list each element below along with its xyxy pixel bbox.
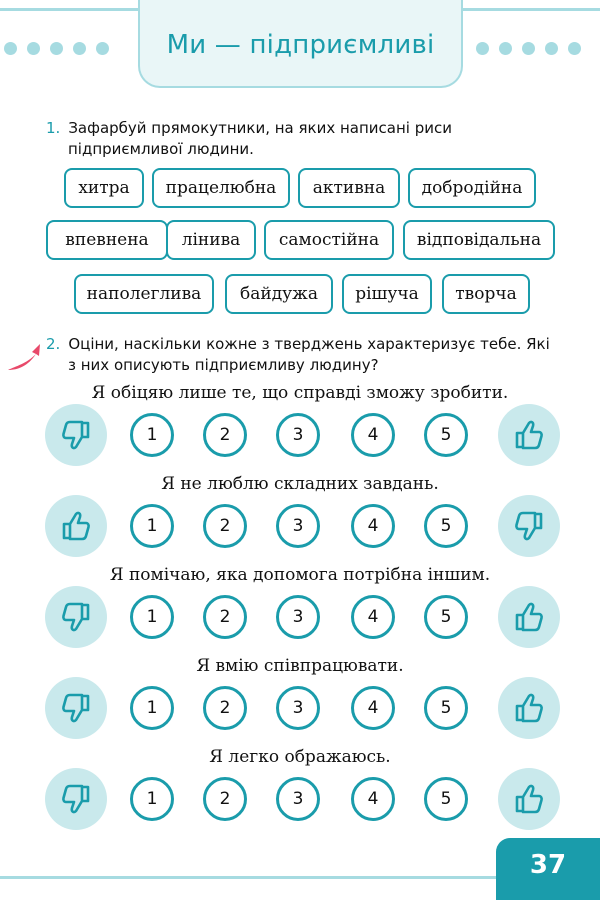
word-box[interactable]: працелюбна (152, 168, 290, 208)
rating-option[interactable]: 4 (351, 777, 395, 821)
rating-option[interactable]: 3 (276, 686, 320, 730)
rating-option[interactable]: 3 (276, 777, 320, 821)
statement-text: Я не люблю складних завдань. (161, 474, 439, 494)
word-box[interactable]: добродійна (408, 168, 536, 208)
header-rule-left (0, 8, 140, 11)
rating-option[interactable]: 4 (351, 686, 395, 730)
task-1-text-line1: Зафарбуй прямокутники, на яких написані риси (68, 119, 452, 137)
word-box[interactable]: байдужа (225, 274, 333, 314)
thumbs-up-icon (498, 768, 560, 830)
rating-option[interactable]: 2 (203, 413, 247, 457)
header-rule-right (462, 8, 600, 11)
rating-option[interactable]: 2 (203, 777, 247, 821)
word-box[interactable]: впевнена (46, 220, 168, 260)
rating-option[interactable]: 5 (424, 504, 468, 548)
thumbs-down-icon (45, 404, 107, 466)
rating-option[interactable]: 1 (130, 686, 174, 730)
rating-option[interactable]: 2 (203, 504, 247, 548)
word-box[interactable]: лінива (166, 220, 256, 260)
rating-option[interactable]: 5 (424, 595, 468, 639)
pointer-arrow-icon (6, 340, 42, 374)
rating-option[interactable]: 3 (276, 413, 320, 457)
rating-option[interactable]: 1 (130, 504, 174, 548)
thumbs-down-icon (45, 586, 107, 648)
thumbs-up-icon (498, 586, 560, 648)
thumbs-down-icon (498, 495, 560, 557)
task-2-text-line1: Оціни, наскільки кожне з тверджень характеризує тебе. Які (68, 335, 550, 353)
page-number: 37 (529, 850, 567, 880)
task-2 (46, 334, 556, 376)
rating-option[interactable]: 4 (351, 413, 395, 457)
rating-option[interactable]: 3 (276, 504, 320, 548)
thumbs-down-icon (45, 677, 107, 739)
word-box[interactable]: рішуча (342, 274, 432, 314)
task-1 (46, 118, 556, 160)
rating-option[interactable]: 5 (424, 686, 468, 730)
task-2-text-line2: з них описують підприємливу людину? (68, 356, 379, 374)
word-box[interactable]: хитра (64, 168, 144, 208)
word-box[interactable]: творча (442, 274, 530, 314)
word-box[interactable]: самостійна (264, 220, 394, 260)
thumbs-up-icon (45, 495, 107, 557)
statement-text: Я вмію співпрацювати. (196, 656, 404, 676)
rating-option[interactable]: 1 (130, 413, 174, 457)
thumbs-down-icon (45, 768, 107, 830)
rating-option[interactable]: 4 (351, 595, 395, 639)
rating-option[interactable]: 5 (424, 413, 468, 457)
word-box[interactable]: відповідальна (403, 220, 555, 260)
rating-option[interactable]: 1 (130, 777, 174, 821)
rating-option[interactable]: 5 (424, 777, 468, 821)
statement-text: Я легко ображаюсь. (209, 747, 391, 767)
rating-option[interactable]: 4 (351, 504, 395, 548)
word-box[interactable]: наполеглива (74, 274, 214, 314)
thumbs-up-icon (498, 677, 560, 739)
rating-option[interactable]: 2 (203, 686, 247, 730)
word-box[interactable]: активна (298, 168, 400, 208)
task-2-number: 2. (46, 335, 61, 353)
rating-option[interactable]: 3 (276, 595, 320, 639)
dot-row-right (476, 42, 581, 55)
rating-option[interactable]: 2 (203, 595, 247, 639)
dot-row-left (4, 42, 109, 55)
page-title: Ми — підприємливі (166, 30, 435, 60)
statement-text: Я помічаю, яка допомога потрібна іншим. (109, 565, 491, 585)
thumbs-up-icon (498, 404, 560, 466)
task-1-number: 1. (46, 119, 61, 137)
rating-option[interactable]: 1 (130, 595, 174, 639)
footer-rule (0, 876, 496, 879)
statement-text: Я обіцяю лише те, що справді зможу зробити. (91, 383, 509, 403)
task-1-text-line2: підприємливої людини. (68, 140, 254, 158)
